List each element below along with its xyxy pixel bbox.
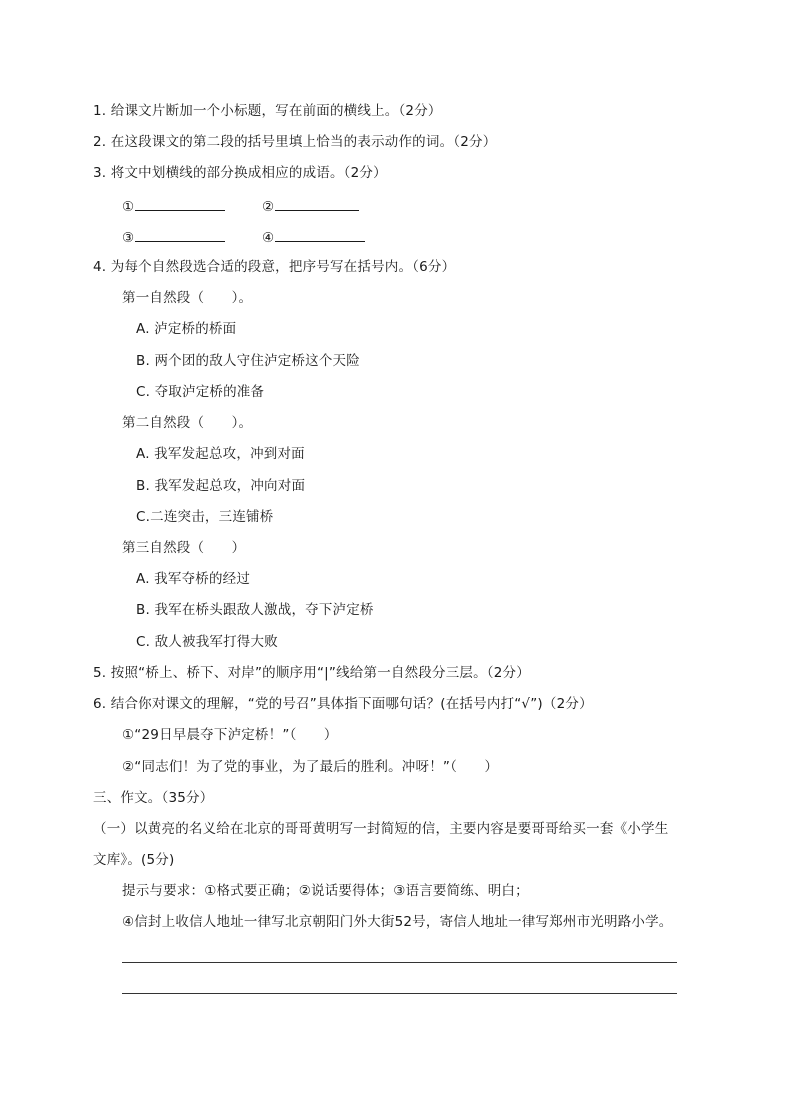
idiom-blank-row-2 <box>122 227 365 248</box>
paragraph-1-label: 第一自然段（ ）。 <box>122 290 253 306</box>
question-5: 5. 按照“桥上、桥下、对岸”的顺序用“|”线给第一自然段分三层。（2分） <box>93 665 530 681</box>
section-3-heading: 三、作文。（35分） <box>93 790 214 806</box>
idiom-line-2[interactable] <box>275 196 359 211</box>
idiom-blank-4: ④ <box>262 227 365 248</box>
idiom-blank-2: ② <box>262 196 359 217</box>
paragraph-3-option-b: B. 我军在桥头跟敌人激战，夺下泸定桥 <box>136 602 374 618</box>
paragraph-1-option-c: C. 夺取泸定桥的准备 <box>136 384 265 400</box>
idiom-blank-3: ③ <box>122 227 262 248</box>
question-1: 1. 给课文片断加一个小标题，写在前面的横线上。（2分） <box>93 103 442 119</box>
paragraph-2-option-c: C.二连突击，三连铺桥 <box>136 509 274 525</box>
idiom-blank-row-1 <box>122 196 359 217</box>
question-6-option-2: ②“同志们！为了党的事业，为了最后的胜利。冲呀！”（ ） <box>122 759 499 775</box>
idiom-line-4[interactable] <box>275 227 365 242</box>
paragraph-2-option-b: B. 我军发起总攻，冲向对面 <box>136 478 306 494</box>
paragraph-1-option-a: A. 泸定桥的桥面 <box>136 321 237 337</box>
paragraph-2-label: 第二自然段（ ）。 <box>122 415 253 431</box>
question-6-option-1: ①“29日早晨夺下泸定桥！”（ ） <box>122 727 338 743</box>
question-4: 4. 为每个自然段选合适的段意，把序号写在括号内。（6分） <box>93 259 456 275</box>
question-6: 6. 结合你对课文的理解，“党的号召”具体指下面哪句话？(在括号内打“√”)（2分） <box>93 696 593 712</box>
writing-line-1[interactable] <box>122 962 677 963</box>
writing-line-2[interactable] <box>122 993 677 994</box>
essay-prompt-line-2: 文库》。(5分) <box>93 852 175 868</box>
question-2: 2. 在这段课文的第二段的括号里填上恰当的表示动作的词。（2分） <box>93 134 497 150</box>
paragraph-3-label: 第三自然段（ ） <box>122 540 246 556</box>
paragraph-1-option-b: B. 两个团的敌人守住泸定桥这个天险 <box>136 353 360 369</box>
essay-hint-line-2: ④信封上收信人地址一律写北京朝阳门外大街52号，寄信人地址一律写郑州市光明路小学。 <box>122 914 673 930</box>
essay-prompt-line-1: （一）以黄亮的名义给在北京的哥哥黄明写一封简短的信，主要内容是要哥哥给买一套《小学生 <box>93 821 669 837</box>
idiom-line-1[interactable] <box>135 196 225 211</box>
question-3: 3. 将文中划横线的部分换成相应的成语。（2分） <box>93 165 387 181</box>
paragraph-3-option-a: A. 我军夺桥的经过 <box>136 571 251 587</box>
essay-hint-line-1: 提示与要求：①格式要正确；②说话要得体；③语言要简练、明白； <box>122 883 529 899</box>
idiom-line-3[interactable] <box>135 227 225 242</box>
idiom-blank-1: ① <box>122 196 262 217</box>
paragraph-3-option-c: C. 敌人被我军打得大败 <box>136 634 278 650</box>
paragraph-2-option-a: A. 我军发起总攻，冲到对面 <box>136 446 305 462</box>
